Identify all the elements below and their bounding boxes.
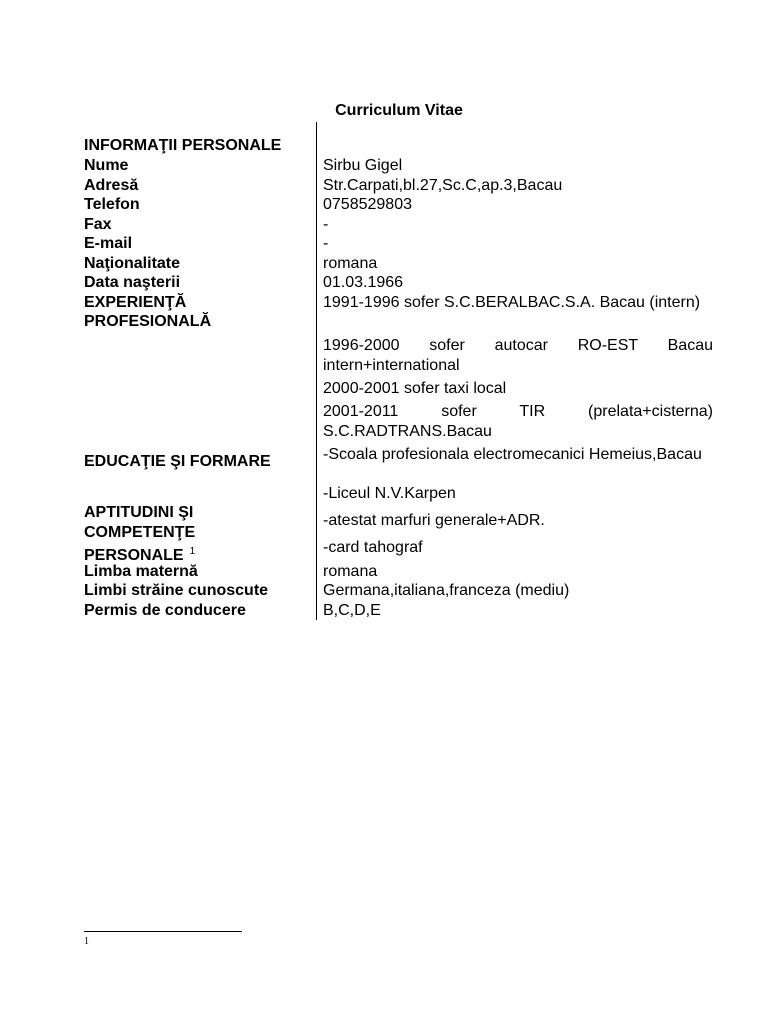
education-item: -Scoala profesionala electromecanici Hemeius,Bacau bbox=[323, 446, 702, 463]
page-title: Curriculum Vitae bbox=[335, 102, 463, 119]
nationality-label: Naţionalitate bbox=[84, 255, 181, 272]
name-value: Sirbu Gigel bbox=[323, 157, 403, 174]
experience-label-line1: EXPERIENŢĂ bbox=[84, 294, 187, 311]
name-label: Nume bbox=[84, 157, 129, 174]
education-item: -Liceul N.V.Karpen bbox=[323, 485, 456, 502]
experience-item: 1991-1996 sofer S.C.BERALBAC.S.A. Bacau (intern) bbox=[323, 294, 701, 311]
footnote-number: 1 bbox=[84, 936, 89, 947]
fax-value: - bbox=[323, 216, 329, 233]
email-value: - bbox=[323, 235, 329, 252]
phone-value: 0758529803 bbox=[323, 196, 412, 213]
mother-tongue-label: Limba maternă bbox=[84, 563, 198, 580]
nationality-value: romana bbox=[323, 255, 378, 272]
driving-license-label: Permis de conducere bbox=[84, 602, 246, 619]
birth-date-label: Data naşterii bbox=[84, 274, 181, 291]
foreign-languages-value: Germana,italiana,franceza (mediu) bbox=[323, 582, 570, 599]
foreign-languages-label: Limbi străine cunoscute bbox=[84, 582, 269, 599]
skills-label-line1: APTITUDINI ŞI bbox=[84, 504, 194, 521]
experience-item: 2001-2011 sofer TIR (prelata+cisterna) S.C.RADTRANS.Bacau bbox=[323, 403, 713, 440]
fax-label: Fax bbox=[84, 216, 112, 233]
address-label: Adresă bbox=[84, 177, 139, 194]
experience-label-line2: PROFESIONALĂ bbox=[84, 313, 212, 330]
skill-item: -card tahograf bbox=[323, 539, 423, 556]
section-heading-personal: INFORMAŢII PERSONALE bbox=[84, 137, 282, 154]
footnote-separator bbox=[84, 931, 242, 932]
phone-label: Telefon bbox=[84, 196, 140, 213]
column-divider bbox=[316, 122, 317, 620]
driving-license-value: B,C,D,E bbox=[323, 602, 381, 619]
experience-item: 2000-2001 sofer taxi local bbox=[323, 380, 507, 397]
mother-tongue-value: romana bbox=[323, 563, 378, 580]
skill-item: -atestat marfuri generale+ADR. bbox=[323, 512, 545, 529]
birth-date-value: 01.03.1966 bbox=[323, 274, 404, 291]
address-value: Str.Carpati,bl.27,Sc.C,ap.3,Bacau bbox=[323, 177, 563, 194]
footnote-mark: 1 bbox=[189, 546, 196, 557]
education-label: EDUCAŢIE ŞI FORMARE bbox=[84, 453, 271, 470]
email-label: E-mail bbox=[84, 235, 133, 252]
skills-label-line2: COMPETENŢE bbox=[84, 524, 196, 541]
experience-item: 1996-2000 sofer autocar RO-EST Bacau intern+international bbox=[323, 337, 713, 374]
skills-label-line3: PERSONALE $^1$ bbox=[84, 546, 196, 564]
